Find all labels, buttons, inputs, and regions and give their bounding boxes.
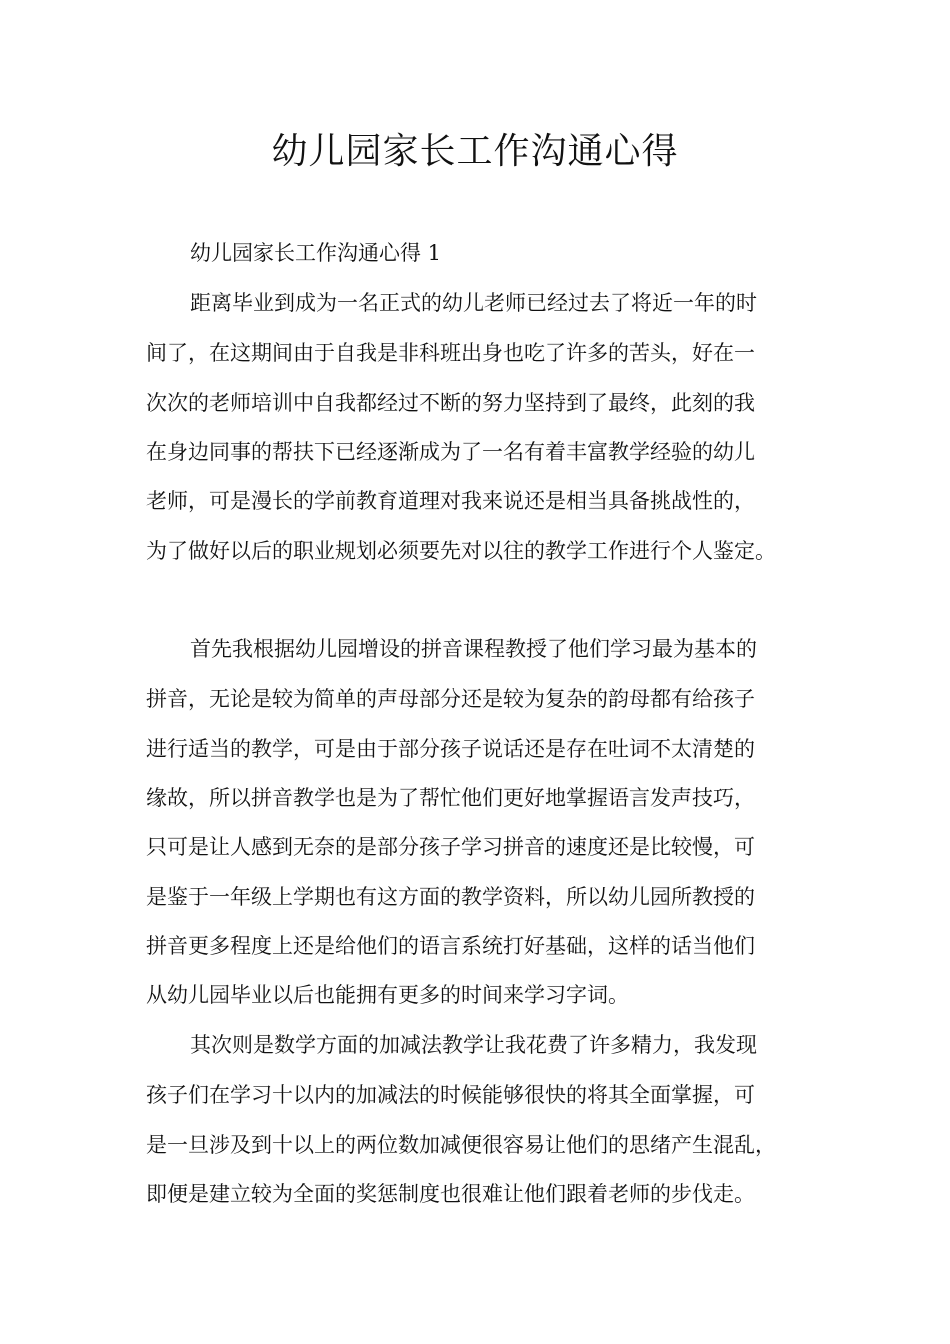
paragraph-2-line-5: 只可是让人感到无奈的是部分孩子学习拼音的速度还是比较慢，可	[146, 835, 755, 859]
paragraph-2-line-8: 从幼儿园毕业以后也能拥有更多的时间来学习字词。	[146, 983, 629, 1007]
paragraph-3-line-1: 其次则是数学方面的加减法教学让我花费了许多精力，我发现	[190, 1033, 757, 1057]
paragraph-1-line-6: 为了做好以后的职业规划必须要先对以往的教学工作进行个人鉴定。	[146, 539, 776, 563]
paragraph-3-line-3: 是一旦涉及到十以上的两位数加减便很容易让他们的思绪产生混乱，	[146, 1133, 776, 1157]
paragraph-2-line-4: 缘故，所以拼音教学也是为了帮忙他们更好地掌握语言发声技巧，	[146, 786, 755, 810]
paragraph-1-line-5: 老师，可是漫长的学前教育道理对我来说还是相当具备挑战性的，	[146, 489, 755, 513]
paragraph-1-line-2: 间了，在这期间由于自我是非科班出身也吃了许多的苦头，好在一	[146, 341, 755, 365]
paragraph-2-line-6: 是鉴于一年级上学期也有这方面的教学资料，所以幼儿园所教授的	[146, 885, 755, 909]
paragraph-2-line-7: 拼音更多程度上还是给他们的语言系统打好基础，这样的话当他们	[146, 934, 755, 958]
paragraph-2-line-3: 进行适当的教学，可是由于部分孩子说话还是存在吐词不太清楚的	[146, 737, 755, 761]
paragraph-3-line-2: 孩子们在学习十以内的加减法的时候能够很快的将其全面掌握，可	[146, 1083, 755, 1107]
section-heading: 幼儿园家长工作沟通心得 1	[190, 241, 442, 265]
document-title: 幼儿园家长工作沟通心得	[271, 131, 679, 172]
paragraph-3-line-4: 即便是建立较为全面的奖惩制度也很难让他们跟着老师的步伐走。	[146, 1182, 755, 1206]
paragraph-2-line-2: 拼音，无论是较为简单的声母部分还是较为复杂的韵母都有给孩子	[146, 687, 755, 711]
paragraph-1-line-4: 在身边同事的帮扶下已经逐渐成为了一名有着丰富教学经验的幼儿	[146, 440, 755, 464]
paragraph-2-line-1: 首先我根据幼儿园增设的拼音课程教授了他们学习最为基本的	[190, 637, 757, 661]
paragraph-1-line-3: 次次的老师培训中自我都经过不断的努力坚持到了最终，此刻的我	[146, 391, 755, 415]
paragraph-1-line-1: 距离毕业到成为一名正式的幼儿老师已经过去了将近一年的时	[190, 291, 757, 315]
